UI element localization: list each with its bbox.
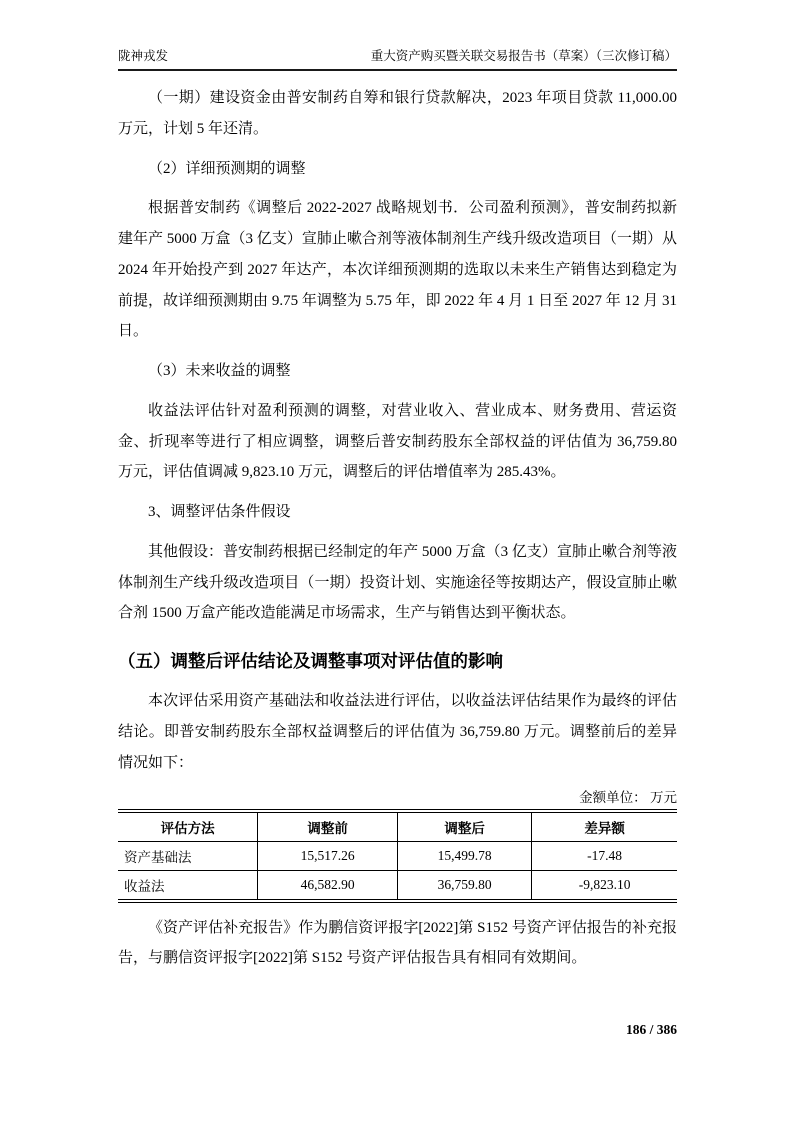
cell-income-difference: -9,823.10: [532, 870, 677, 901]
paragraph-conclusion: 本次评估采用资产基础法和收益法进行评估，以收益法评估结果作为最终的评估结论。即普安制药股东全部权益调整后的评估值为 36,759.80 万元。调整前后的差异情况如下：: [118, 693, 677, 771]
section-heading-5: （五）调整后评估结论及调整事项对评估值的影响: [118, 651, 503, 671]
subheading-detail-forecast: （2）详细预测期的调整: [148, 160, 306, 177]
evaluation-comparison-table: [118, 809, 677, 903]
subheading-future-income: （3）未来收益的调整: [148, 363, 291, 379]
cell-income-before: 46,582.90: [258, 870, 398, 901]
cell-income-after: 36,759.80: [398, 870, 532, 901]
page-number: 186 / 386: [625, 1022, 677, 1037]
header-after-adjustment: 调整后: [398, 811, 532, 842]
header-difference: 差异额: [532, 811, 677, 842]
table-row-income-method: [118, 870, 677, 901]
table-row-asset-based: [118, 841, 677, 870]
table-unit-note: 金额单位： 万元: [579, 789, 677, 805]
paragraph-future-income: 收益法评估针对盈利预测的调整，对营业收入、营业成本、财务费用、营运资金、折现率等进行了相应调整，调整后普安制药股东全部权益的评估值为 36,759.80 万元，评估值调减 9,823.10 万元，调整后的评估增值率为 285.43%。: [118, 402, 677, 481]
running-header: [118, 46, 677, 71]
cell-asset-difference: -17.48: [532, 841, 677, 870]
header-company-name: 陇神戎发: [118, 49, 169, 63]
header-before-adjustment: 调整前: [258, 811, 398, 842]
table-header-row: [118, 811, 677, 842]
paragraph-supplement: 《资产评估补充报告》作为鹏信资评报字[2022]第 S152 号资产评估报告的补充报告，与鹏信资评报字[2022]第 S152 号资产评估报告具有相同有效期间。: [118, 919, 677, 967]
paragraph-assumption: 其他假设：普安制药根据已经制定的年产 5000 万盒（3 亿支）宣肺止嗽合剂等液体制剂生产线升级改造项目（一期）投资计划、实施途径等按期达产，假设宣肺止嗽合剂 1500 万盒产能改造能满足市场需求，生产与销售达到平衡状态。: [118, 543, 677, 622]
header-report-title: 重大资产购买暨关联交易报告书（草案）（三次修订稿）: [370, 49, 677, 63]
header-eval-method: 评估方法: [118, 811, 258, 842]
paragraph-detail-forecast: 根据普安制药《调整后 2022-2027 战略规划书．公司盈利预测》，普安制药拟新建年产 5000 万盒（3 亿支）宣肺止嗽合剂等液体制剂生产线升级改造项目（一期）从 2024 年开始投产到 2027 年达产，本次详细预测期的选取以未来生产销售达到稳定为前提，故详细预测期由 9.75 年调整为 5.75 年，即 2022 年 4 月 1 日至 2027 年 12 月 31 日。: [118, 200, 677, 340]
paragraph-funding: （一期）建设资金由普安制药自筹和银行贷款解决，2023 年项目贷款 11,000.00 万元，计划 5 年还清。: [118, 90, 677, 137]
cell-method-income: 收益法: [118, 870, 258, 901]
subheading-assumption: 3、调整评估条件假设: [148, 504, 291, 520]
cell-asset-before: 15,517.26: [258, 841, 398, 870]
cell-asset-after: 15,499.78: [398, 841, 532, 870]
cell-method-asset-based: 资产基础法: [118, 841, 258, 870]
